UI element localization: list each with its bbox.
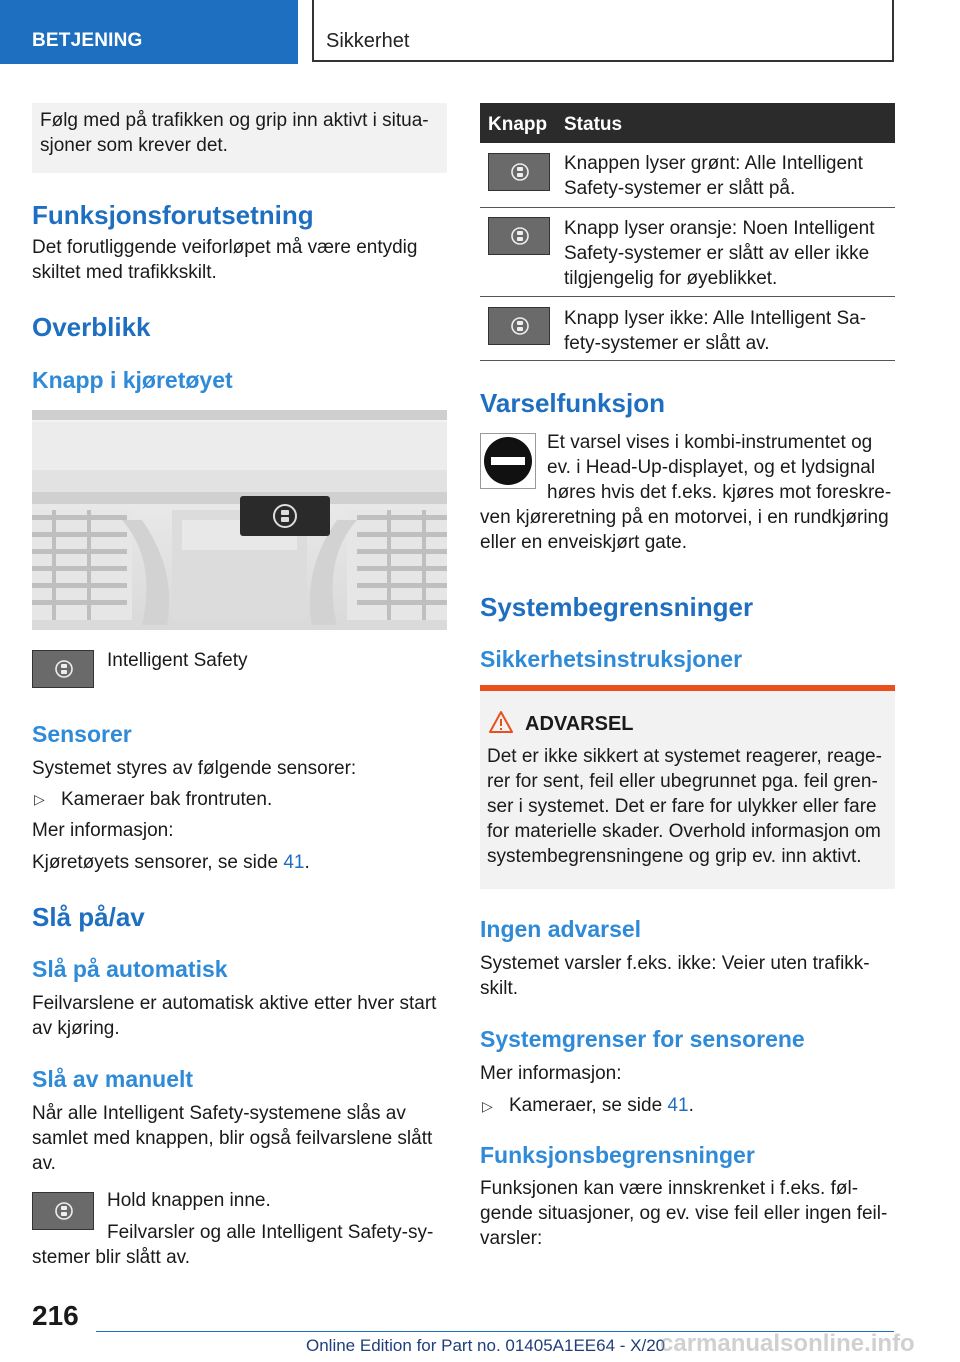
paragraph-sla-av-manuelt: Når alle Intelligent Safety-systemene slås av samlet med knappen, blir også feilvarslene slått av. (32, 1103, 433, 1174)
paragraph-ingen-advarsel: Systemet varsler f.eks. ikke: Veier uten trafikk- skilt. (480, 953, 870, 999)
table-row-divider (480, 360, 895, 361)
sensor-ref-text: Kjøretøyets sensorer, se side (32, 852, 284, 873)
varsel-line-3: høres hvis det f.eks. kjøres mot foreskre- (547, 482, 892, 503)
note-text: Følg med på trafikken og grip inn aktivt i situa- sjoner som krever det. (40, 110, 429, 156)
heading-varselfunksjon: Varselfunksjon (480, 388, 665, 418)
chapter-header (312, 0, 894, 62)
column-knapp: Knapp (488, 114, 548, 135)
warning-title: ADVARSEL (525, 713, 634, 735)
heading-sla-pa-automatisk: Slå på automatisk (32, 956, 228, 982)
paragraph-funksjonsbegrensninger: Funksjonen kan være innskrenket i f.eks. føl- gende situasjoner, og ev. vise feil eller ingen feil- varsler: (480, 1178, 888, 1249)
bullet-kameraer-end: . (688, 1095, 694, 1116)
heading-funksjonsforutsetning: Funksjonsforutsetning (32, 200, 314, 230)
bullet-kameraer-text: Kameraer, se side (509, 1095, 668, 1116)
button-green-icon (488, 153, 550, 191)
status-table-header (480, 103, 895, 143)
heading-knapp-i-kjoretoyet: Knapp i kjøretøyet (32, 367, 233, 393)
heading-funksjonsbegrensninger: Funksjonsbegrensninger (480, 1142, 755, 1168)
section-label: BETJENING (32, 30, 143, 51)
paragraph-sensorer: Systemet styres av følgende sensorer: (32, 758, 357, 779)
sensor-ref-end: . (304, 852, 310, 873)
intelligent-safety-button-icon (32, 650, 94, 688)
heading-sla-av-manuelt: Slå av manuelt (32, 1066, 194, 1092)
heading-overblikk: Overblikk (32, 312, 151, 342)
table-row-divider (480, 296, 895, 297)
hold-text-2a: Feilvarsler og alle Intelligent Safety-sy- (107, 1222, 434, 1243)
dashboard-illustration (32, 410, 447, 630)
bullet-triangle-icon: ▷ (34, 791, 45, 807)
mer-informasjon-left: Mer informasjon: (32, 820, 174, 841)
heading-sikkerhetsinstruksjoner: Sikkerhetsinstruksjoner (480, 646, 743, 672)
column-status: Status (564, 114, 623, 135)
paragraph-sla-pa-automatisk: Feilvarslene er automatisk aktive etter hver start av kjøring. (32, 993, 437, 1039)
warning-text: Det er ikke sikkert at systemet reagerer, reage- rer for sent, feil eller ubegrunnet pga. feil gren- ser i systemet. Det er fare for ulykker eller fare for materielle skader. Overhold informasjon om systembegrensningene og grip ev. inn aktivt. (487, 746, 882, 867)
page-number: 216 (32, 1300, 79, 1331)
mer-informasjon-right: Mer informasjon: (480, 1063, 622, 1084)
heading-ingen-advarsel: Ingen advarsel (480, 916, 642, 942)
hold-button-icon (32, 1192, 94, 1230)
table-row-2-status: Knapp lyser oransje: Noen Intelligent Safety-systemer er slått av eller ikke tilgjengelig for øyeblikket. (564, 218, 875, 289)
heading-systembegrensninger: Systembegrensninger (480, 592, 754, 622)
watermark: carmanualsonline.info (660, 1330, 915, 1357)
kameraer-page-link[interactable]: 41 (667, 1095, 689, 1116)
heading-systemgrenser: Systemgrenser for sensorene (480, 1026, 805, 1052)
bullet-sensor-text: Kameraer bak frontruten. (61, 789, 273, 810)
no-entry-sign-icon (480, 433, 536, 489)
footer-edition: Online Edition for Part no. 01405A1EE64 - X/20 (306, 1336, 666, 1355)
chapter-label: Sikkerhet (326, 30, 410, 52)
warning-triangle-icon (488, 710, 514, 739)
button-orange-icon (488, 217, 550, 255)
heading-sla-pa-av: Slå på/av (32, 902, 145, 932)
button-caption: Intelligent Safety (107, 650, 248, 671)
paragraph-funksjonsforutsetning: Det forutliggende veiforløpet må være entydig skiltet med trafikkskilt. (32, 237, 418, 283)
bullet-triangle-icon: ▷ (482, 1098, 493, 1114)
bullet-kameraer (509, 1093, 694, 1118)
table-row-3-status: Knapp lyser ikke: Alle Intelligent Sa- fety-systemer er slått av. (564, 308, 867, 354)
table-row-divider (480, 207, 895, 208)
sensor-ref-page-link[interactable]: 41 (283, 852, 305, 873)
section-tab (0, 0, 298, 64)
varsel-line-1: Et varsel vises i kombi-instrumentet og (547, 432, 873, 453)
sensor-reference (32, 850, 310, 875)
hold-text-2b: stemer blir slått av. (32, 1247, 191, 1268)
heading-sensorer: Sensorer (32, 721, 132, 747)
table-row-1-status: Knappen lyser grønt: Alle Intelligent Safety-systemer er slått på. (564, 153, 863, 199)
hold-text: Hold knappen inne. (107, 1190, 271, 1211)
button-off-icon (488, 307, 550, 345)
varsel-line-2: ev. i Head-Up-displayet, og et lydsignal (547, 457, 876, 478)
varsel-line-4: ven kjøreretning på en motorvei, i en rundkjøring eller en enveiskjørt gate. (480, 507, 889, 553)
